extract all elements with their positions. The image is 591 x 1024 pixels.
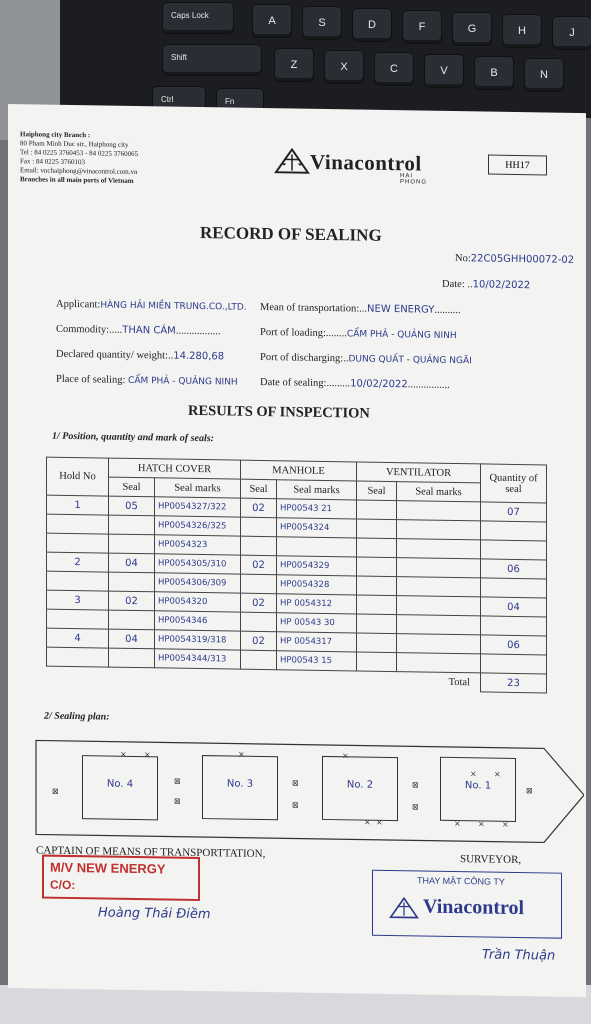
vent-marks-cell — [397, 615, 481, 635]
hatch-seal-cell — [109, 515, 155, 535]
seal-mark-icon: × — [470, 769, 477, 779]
key-c: C — [374, 52, 414, 86]
manhole-seal-cell — [241, 536, 277, 556]
hatch-seal-cell — [109, 572, 155, 592]
vent-seal-cell — [357, 576, 397, 596]
manhole-seal-cell: 02 — [241, 631, 277, 651]
vent-marks-cell — [397, 520, 481, 540]
discharging-value: DUNG QUẤT - QUẢNG NGÃI — [348, 354, 472, 367]
applicant-label: Applicant: — [56, 298, 101, 311]
key-x: X — [324, 50, 364, 84]
ship-stamp-line2: C/O: — [50, 877, 76, 893]
keyboard — [60, 0, 591, 118]
col-hold: Hold No — [47, 457, 109, 496]
vent-marks-cell — [397, 634, 481, 654]
manhole-marks-cell: HP 00543 30 — [277, 613, 357, 633]
loading-value: CẨM PHẢ - QUẢNG NINH — [346, 329, 457, 342]
quantity-cell: 06 — [481, 559, 547, 579]
logo-subtitle: HAI PHONG — [400, 173, 428, 186]
sealing-plan-diagram — [34, 738, 584, 847]
hatch-marks-cell: HP0054305/310 — [155, 554, 241, 574]
transport-field: Mean of transportation:...NEW ENERGY.......... — [260, 301, 461, 317]
applicant-value: HÀNG HẢI MIỀN TRUNG.CO.,LTD. — [100, 300, 247, 313]
vent-marks-cell — [397, 558, 481, 578]
branch-tel: Tel : 84 0225 3760453 - 84 0225 3760065 — [20, 148, 139, 159]
sub-seal: Seal — [357, 481, 397, 501]
surveyor-label: SURVEYOR, — [460, 853, 522, 867]
manhole-seal-icon: ⊠ — [412, 802, 419, 812]
ship-stamp-line1: M/V NEW ENERGY — [50, 859, 166, 877]
manhole-marks-cell: HP0054324 — [277, 518, 357, 538]
branch-fax: Fax : 84 0225 3760103 — [20, 157, 85, 167]
key-v: V — [424, 54, 464, 88]
captain-label: CAPTAIN OF MEANS OF TRANSPORTTATION, — [36, 844, 266, 861]
branch-email: Email: vnchaiphong@vinacontrol.com.vn — [20, 166, 138, 177]
quantity-cell — [481, 578, 547, 598]
vent-seal-cell — [357, 557, 397, 577]
place-value: CẨM PHẢ - QUẢNG NINH — [128, 375, 238, 388]
no-label: No: — [455, 253, 471, 265]
manhole-seal-icon: ⊠ — [412, 780, 419, 790]
total-value: 23 — [481, 673, 547, 693]
quantity-field: Declared quantity/ weight:..14.280,68 — [56, 348, 225, 363]
sealing-plan-heading: 2/ Sealing plan: — [44, 710, 110, 723]
vent-marks-cell — [397, 653, 481, 673]
hold-cell — [47, 647, 109, 667]
ship-stamp — [42, 855, 200, 901]
loading-label: Port of loading: — [260, 326, 326, 339]
vent-seal-cell — [357, 500, 397, 520]
section-positions-heading: 1/ Position, quantity and mark of seals: — [52, 430, 214, 445]
logo-text: Vinacontrol — [310, 149, 422, 175]
transport-label: Mean of transportation: — [260, 301, 360, 315]
manhole-seal-cell — [241, 574, 277, 594]
hold-cell: 3 — [47, 590, 109, 610]
document-number — [455, 253, 574, 266]
transport-value: NEW ENERGY — [367, 303, 435, 316]
manhole-seal-cell: 02 — [241, 498, 277, 518]
hatch-seal-cell — [109, 648, 155, 668]
seal-mark-icon: × — [342, 751, 349, 761]
key-fn: Fn — [216, 88, 264, 118]
key-h: H — [502, 14, 542, 48]
hatch-marks-cell: HP0054319/318 — [155, 630, 241, 650]
manhole-seal-icon: ⊠ — [526, 786, 533, 796]
manhole-seal-cell: 02 — [241, 593, 277, 613]
manhole-seal-cell — [241, 650, 277, 670]
quantity-value: 14.280,68 — [173, 350, 225, 363]
key-s: S — [302, 6, 342, 40]
hold-cell: 2 — [47, 552, 109, 572]
manhole-marks-cell: HP 0054312 — [277, 594, 357, 614]
sub-seal-marks: Seal marks — [397, 482, 481, 502]
manhole-seal-cell — [241, 612, 277, 632]
quantity-cell: 07 — [481, 502, 547, 522]
manhole-marks-cell: HP0054328 — [277, 575, 357, 595]
key-caps-lock: Caps Lock — [162, 2, 234, 34]
results-heading: RESULTS OF INSPECTION — [188, 402, 370, 422]
hatch-seal-cell — [109, 534, 155, 554]
quantity-cell — [481, 616, 547, 636]
commodity-label: Commodity: — [56, 323, 110, 336]
vent-seal-cell — [357, 538, 397, 558]
branch-title: Haiphong city Branch : — [20, 130, 91, 140]
hold-2-label: No. 2 — [346, 779, 374, 791]
hatch-marks-cell: HP0054326/325 — [155, 516, 241, 536]
hold-cell: 4 — [47, 628, 109, 648]
manhole-seal-icon: ⊠ — [174, 796, 181, 806]
hatch-seal-cell: 02 — [109, 591, 155, 611]
manhole-seal-icon: ⊠ — [292, 800, 299, 810]
hatch-marks-cell: HP0054320 — [155, 592, 241, 612]
discharging-field: Port of discharging:..DUNG QUẤT - QUẢNG NGÃI — [260, 351, 472, 367]
hold-cell — [47, 533, 109, 553]
hold-3-box — [202, 755, 278, 820]
key-j: J — [552, 16, 591, 50]
date-label: Date: — [442, 278, 465, 291]
hold-1-box — [440, 757, 516, 822]
quantity-cell — [481, 654, 547, 674]
quantity-label: Declared quantity/ weight: — [56, 348, 168, 362]
vent-marks-cell — [397, 596, 481, 616]
key-shift: Shift — [162, 44, 262, 76]
key-d: D — [352, 8, 392, 42]
no-value: 22C05GHH00072-02 — [470, 253, 575, 266]
branch-address: 80 Pham Minh Duc str., Haiphong city — [20, 139, 129, 149]
key-g: G — [452, 12, 492, 46]
key-b: B — [474, 56, 514, 90]
seal-mark-icon: × — [454, 819, 461, 829]
sub-seal: Seal — [109, 477, 155, 497]
surveyor-stamp-logo: Vinacontrol — [423, 895, 525, 920]
vent-marks-cell — [397, 539, 481, 559]
date-value: 10/02/2022 — [472, 279, 531, 292]
hatch-marks-cell: HP0054327/322 — [155, 497, 241, 517]
seals-table — [46, 457, 547, 694]
hold-3-label: No. 3 — [226, 778, 254, 790]
manhole-marks-cell — [277, 537, 357, 557]
manhole-marks-cell: HP00543 15 — [277, 651, 357, 671]
captain-signature: Hoàng Thái Điềm — [98, 905, 211, 923]
manhole-marks-cell: HP0054329 — [277, 556, 357, 576]
hold-cell: 1 — [47, 495, 109, 515]
hatch-marks-cell: HP0054344/313 — [155, 649, 241, 669]
branch-ports: Branches in all main ports of Vietnam — [20, 175, 134, 185]
place-label: Place of sealing: — [56, 373, 126, 386]
col-ventilator: VENTILATOR — [357, 462, 481, 483]
commodity-value: THAN CÁM — [122, 324, 176, 337]
seal-mark-icon: × — [502, 819, 509, 829]
document-date: Date: ..10/02/2022 — [442, 278, 531, 292]
quantity-cell — [481, 521, 547, 541]
scales-icon — [389, 897, 419, 919]
key-f: F — [402, 10, 442, 44]
seal-mark-icon: × — [238, 749, 245, 759]
commodity-field: Commodity:.....THAN CÁM................. — [56, 323, 221, 338]
hatch-marks-cell: HP0054306/309 — [155, 573, 241, 593]
col-manhole: MANHOLE — [241, 460, 357, 481]
scales-icon — [274, 148, 310, 175]
hatch-seal-cell — [109, 610, 155, 630]
hold-cell — [47, 609, 109, 629]
quantity-cell — [481, 540, 547, 560]
seal-mark-icon: × — [364, 817, 371, 827]
seal-mark-icon: × — [144, 750, 151, 760]
manhole-seal-icon: ⊠ — [174, 776, 181, 786]
date-sealing-label: Date of sealing: — [260, 376, 327, 390]
document-title: RECORD OF SEALING — [200, 223, 382, 245]
hatch-seal-cell: 05 — [109, 496, 155, 516]
manhole-marks-cell: HP00543 21 — [277, 499, 357, 519]
hold-2-box — [322, 756, 398, 821]
seal-mark-icon: × — [120, 749, 127, 759]
manhole-seal-cell — [241, 517, 277, 537]
key-n: N — [524, 58, 564, 92]
vent-seal-cell — [357, 595, 397, 615]
sub-seal: Seal — [241, 479, 277, 499]
hatch-marks-cell: HP0054346 — [155, 611, 241, 631]
manhole-seal-icon: ⊠ — [52, 786, 59, 796]
quantity-cell: 06 — [481, 635, 547, 655]
manhole-seal-cell: 02 — [241, 555, 277, 575]
key-z: Z — [274, 48, 314, 82]
col-quantity: Quantity of seal — [481, 464, 547, 503]
manhole-marks-cell: HP 0054317 — [277, 632, 357, 652]
col-hatch-cover: HATCH COVER — [109, 458, 241, 479]
vent-seal-cell — [357, 614, 397, 634]
applicant-field — [56, 299, 247, 313]
vent-marks-cell — [397, 501, 481, 521]
loading-field: Port of loading:........CẨM PHẢ - QUẢNG NINH — [260, 326, 457, 342]
vent-seal-cell — [357, 633, 397, 653]
total-label: Total — [47, 666, 481, 692]
sealing-record-paper — [8, 104, 586, 997]
key-a: A — [252, 4, 292, 38]
date-sealing-value: 10/02/2022 — [350, 378, 408, 391]
hold-4-box — [82, 755, 158, 820]
hold-cell — [47, 571, 109, 591]
place-field — [56, 374, 238, 388]
vinacontrol-logo — [274, 148, 428, 186]
hold-4-label: No. 4 — [106, 778, 134, 790]
form-code: HH17 — [488, 155, 547, 176]
surveyor-signature: Trần Thuận — [482, 947, 556, 964]
vent-marks-cell — [397, 577, 481, 597]
sub-seal-marks: Seal marks — [277, 480, 357, 500]
hatch-seal-cell: 04 — [109, 629, 155, 649]
hold-cell — [47, 514, 109, 534]
hatch-marks-cell: HP0054323 — [155, 535, 241, 555]
key-ctrl: Ctrl — [152, 86, 206, 116]
vent-seal-cell — [357, 652, 397, 672]
surveyor-stamp-line1: THAY MẶT CÔNG TY — [417, 875, 505, 887]
quantity-cell: 04 — [481, 597, 547, 617]
manhole-seal-icon: ⊠ — [292, 778, 299, 788]
hatch-seal-cell: 04 — [109, 553, 155, 573]
surveyor-stamp — [372, 870, 562, 939]
date-sealing-field: Date of sealing:.........10/02/2022................ — [260, 376, 450, 391]
vent-seal-cell — [357, 519, 397, 539]
seal-mark-icon: × — [376, 817, 383, 827]
hold-1-label: No. 1 — [464, 780, 492, 792]
seal-mark-icon: × — [478, 819, 485, 829]
seal-mark-icon: × — [494, 769, 501, 779]
discharging-label: Port of discharging: — [260, 351, 344, 365]
sub-seal-marks: Seal marks — [155, 478, 241, 498]
